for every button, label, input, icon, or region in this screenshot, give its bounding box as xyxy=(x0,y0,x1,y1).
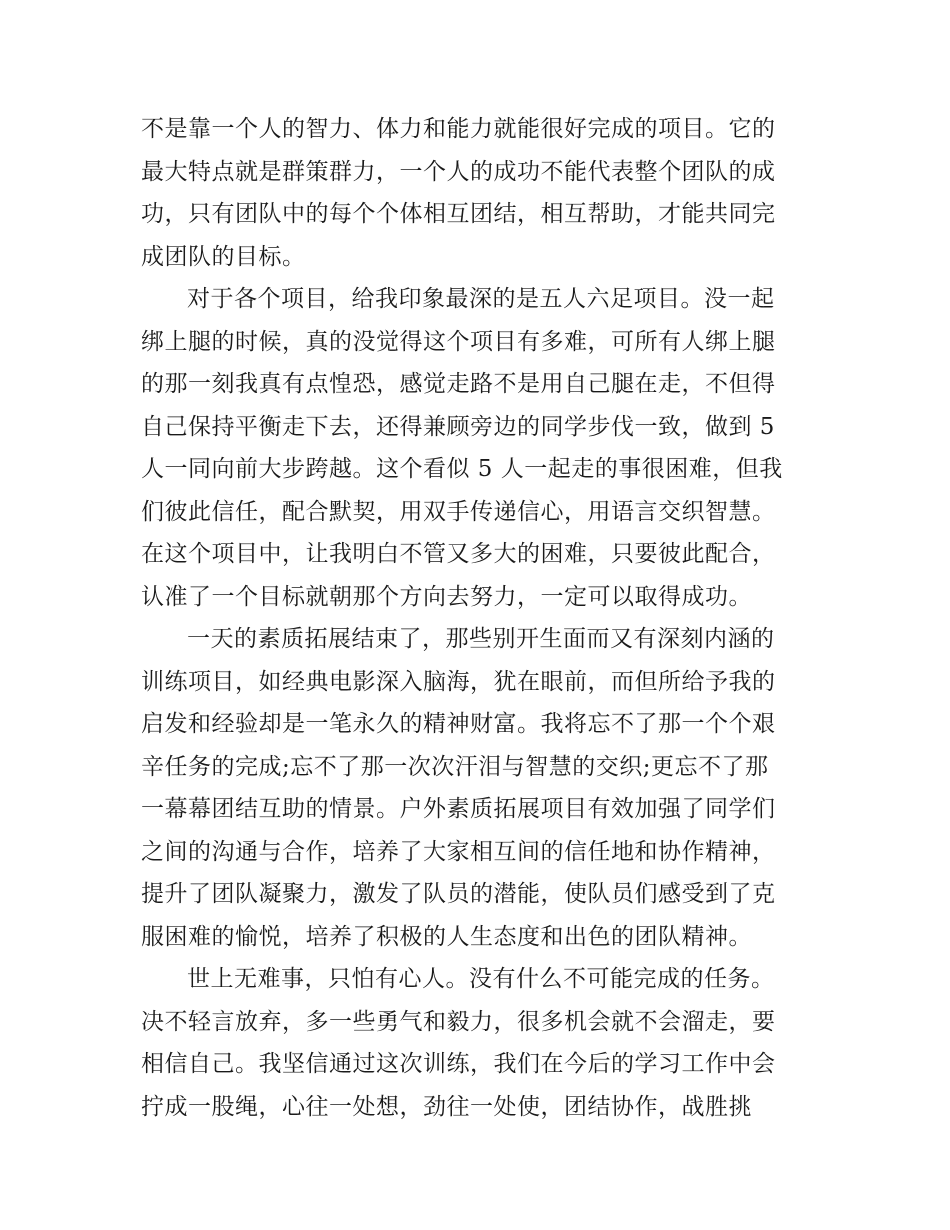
text-line: 世上无难事，只怕有心人。没有什么不可能完成的任务。 xyxy=(187,966,775,992)
text-line: 在这个项目中，让我明白不管又多大的困难，只要彼此配合， xyxy=(141,541,776,567)
text-line: 提升了团队凝聚力，激发了队员的潜能，使队员们感受到了克 xyxy=(141,881,776,907)
text-line: 功，只有团队中的每个个体相互团结，相互帮助，才能共同完 xyxy=(141,201,776,227)
text-line: 们彼此信任，配合默契，用双手传递信心，用语言交织智慧。 xyxy=(141,498,776,525)
document-body xyxy=(141,108,813,1128)
text-line: 服困难的愉悦，培养了积极的人生态度和出色的团队精神。 xyxy=(141,923,752,950)
text-line: 一幕幕团结互助的情景。户外素质拓展项目有效加强了同学们 xyxy=(141,796,776,822)
text-line: 之间的沟通与合作，培养了大家相互间的信任地和协作精神， xyxy=(141,838,776,865)
paragraph-4 xyxy=(141,958,813,1128)
text-line: 对于各个项目，给我印象最深的是五人六足项目。没一起 xyxy=(187,286,775,312)
text-line: 成团队的目标。 xyxy=(141,243,306,270)
text-line: 决不轻言放弃，多一些勇气和毅力，很多机会就不会溜走，要 xyxy=(141,1008,776,1035)
text-line: 自己保持平衡走下去，还得兼顾旁边的同学步伐一致，做到 5 xyxy=(141,413,775,440)
text-line: 拧成一股绳，心往一处想，劲往一处使，团结协作，战胜挑 xyxy=(141,1093,752,1120)
paragraph-2 xyxy=(141,278,813,618)
text-line: 认准了一个目标就朝那个方向去努力，一定可以取得成功。 xyxy=(141,583,752,610)
text-line: 绑上腿的时候，真的没觉得这个项目有多难，可所有人绑上腿 xyxy=(141,328,776,355)
text-line: 训练项目，如经典电影深入脑海，犹在眼前，而但所给予我的 xyxy=(141,668,776,695)
paragraph-3 xyxy=(141,618,813,958)
text-line: 最大特点就是群策群力，一个人的成功不能代表整个团队的成 xyxy=(141,158,776,185)
text-line: 启发和经验却是一笔永久的精神财富。我将忘不了那一个个艰 xyxy=(141,711,776,737)
paragraph-1 xyxy=(141,108,813,278)
text-line: 相信自己。我坚信通过这次训练，我们在今后的学习工作中会 xyxy=(141,1051,776,1077)
text-line: 辛任务的完成;忘不了那一次次汗泪与智慧的交织;更忘不了那 xyxy=(141,753,769,780)
text-line: 的那一刻我真有点惶恐，感觉走路不是用自己腿在走，不但得 xyxy=(141,371,776,397)
text-line: 不是靠一个人的智力、体力和能力就能很好完成的项目。它的 xyxy=(141,116,776,142)
text-line: 一天的素质拓展结束了，那些别开生面而又有深刻内涵的 xyxy=(187,626,775,652)
text-line: 人一同向前大步跨越。这个看似 5 人一起走的事很困难，但我 xyxy=(141,456,783,482)
